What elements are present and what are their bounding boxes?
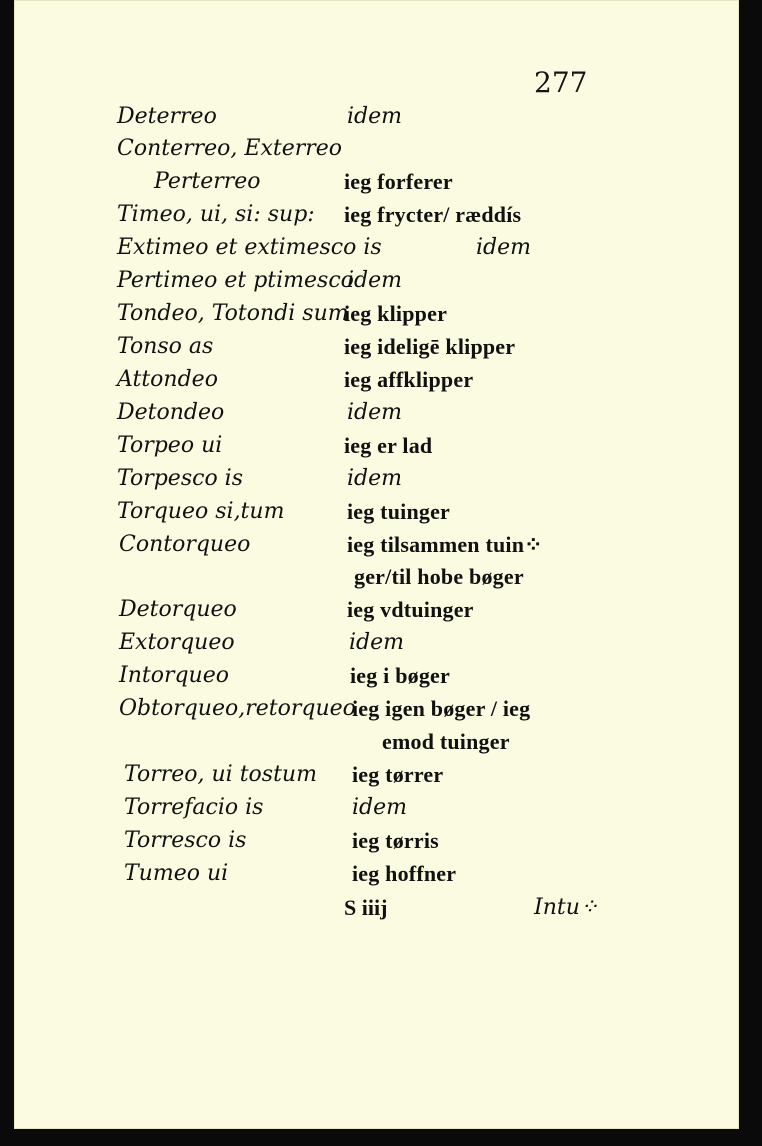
danish-translation: ieg tørris <box>352 828 439 853</box>
latin-term: Timeo, ui, si: sup: <box>117 202 315 227</box>
latin-term: Pertimeo et ptimesco <box>117 268 354 293</box>
signature-mark: S iiij <box>344 895 388 920</box>
latin-term: Torresco is <box>124 828 247 853</box>
danish-translation: idem <box>352 795 407 820</box>
danish-translation: ieg affklipper <box>344 367 474 392</box>
latin-term: Extimeo et extimesco is <box>117 235 382 260</box>
latin-term: Conterreo, Exterreo <box>117 136 343 161</box>
latin-term: Intorqueo <box>119 663 229 688</box>
book-page <box>14 0 739 1129</box>
latin-term: Torreo, ui tostum <box>124 762 317 787</box>
danish-translation: ieg igen bøger / ieg <box>352 696 531 721</box>
danish-translation: idem <box>347 466 402 491</box>
danish-translation: idem <box>349 630 404 655</box>
latin-term: Perterreo <box>154 169 261 194</box>
danish-translation: ieg tørrer <box>352 762 444 787</box>
danish-translation: ieg vdtuinger <box>347 597 474 622</box>
latin-term: Deterreo <box>117 104 217 129</box>
danish-translation: idem <box>347 268 402 293</box>
latin-term: Obtorqueo,retorqueo <box>119 696 356 721</box>
latin-term: Extorqueo <box>119 630 235 655</box>
latin-term: Torpeo ui <box>117 433 223 458</box>
latin-term: Tondeo, Totondi sum <box>117 301 349 326</box>
latin-term: Torpesco is <box>117 466 244 491</box>
danish-translation: idem <box>347 104 402 129</box>
latin-term: Torqueo si,tum <box>117 499 285 524</box>
danish-translation: ieg forferer <box>344 169 453 194</box>
latin-term: Tumeo ui <box>124 861 229 886</box>
danish-translation: ieg i bøger <box>350 663 450 688</box>
danish-translation-continued: emod tuinger <box>382 729 510 754</box>
danish-translation: idem <box>476 235 531 260</box>
danish-translation: ieg tuinger <box>347 499 451 524</box>
danish-translation: ieg klipper <box>344 301 448 326</box>
danish-translation: ieg tilsammen tuin⁘ <box>347 532 543 557</box>
page-number: 277 <box>534 66 588 99</box>
danish-translation: ieg hoffner <box>352 861 457 886</box>
latin-term: Contorqueo <box>119 532 251 557</box>
latin-term: Detondeo <box>117 400 225 425</box>
latin-term: Tonso as <box>117 334 214 359</box>
latin-term: Detorqueo <box>119 597 237 622</box>
latin-term: Attondeo <box>117 367 218 392</box>
danish-translation: ieg er lad <box>344 433 433 458</box>
danish-translation: ieg frycter/ ræddís <box>344 202 522 227</box>
catchword: Intu⁘ <box>534 895 599 920</box>
danish-translation-continued: ger/til hobe bøger <box>354 564 524 589</box>
danish-translation: idem <box>347 400 402 425</box>
latin-term: Torrefacio is <box>124 795 264 820</box>
danish-translation: ieg ideligē klipper <box>344 334 516 359</box>
